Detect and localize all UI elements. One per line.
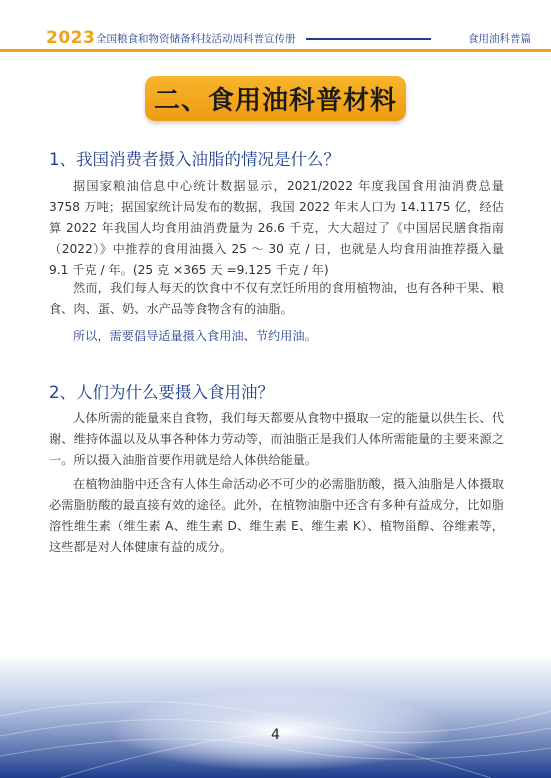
paragraph: 据国家粮油信息中心统计数据显示，2021/2022 年度我国食用油消费总量 3758 万吨；据国家统计局发布的数据，我国 2022 年末人口为 14.1175 亿，经估算 2022 年我国人均食用油消费量为 26.6 千克，大大超过了《中国居民膳食指南（2022）》中推荐的食用油摄入 25 ～ 30 克 / 日，也就是人均食用油推荐摄入量 9.1 千克 / 年。(25 克 ×365 天 =9.125 千克 / 年) bbox=[49, 179, 504, 277]
highlight-statement: 所以，需要倡导适量摄入食用油、节约用油。 bbox=[73, 329, 317, 343]
chapter-title: 二、食用油科普材料 bbox=[153, 86, 397, 116]
page-number: 4 bbox=[271, 727, 280, 743]
decorative-background-wave bbox=[0, 656, 551, 778]
header-divider bbox=[306, 38, 431, 40]
header-book-title: 全国粮食和物资储备科技活动周科普宣传册 bbox=[96, 33, 296, 45]
paragraph: 人体所需的能量来自食物，我们每天都要从食物中摄取一定的能量以供生长、代谢、维持体温以及从事各种体力劳动等，而油脂正是我们人体所需能量的主要来源之一。所以摄入油脂首要作用就是给人体供给能量。 bbox=[49, 411, 504, 467]
question-heading: 2、人们为什么要摄入食用油？ bbox=[49, 383, 274, 402]
paragraph: 然而，我们每人每天的饮食中不仅有烹饪所用的食用植物油，也有各种干果、粮食、肉、蛋、奶、水产品等食物含有的油脂。 bbox=[49, 281, 504, 316]
header-gold-rule bbox=[0, 49, 551, 52]
chapter-title-banner bbox=[145, 76, 406, 121]
paragraph: 在植物油脂中还含有人体生命活动必不可少的必需脂肪酸，摄入油脂是人体摄取必需脂肪酸的最直接有效的途径。此外，在植物油脂中还含有多种有益成分，比如脂溶性维生素（维生素 A、维生素 D、维生素 E、维生素 K）、植物甾醇、谷维素等，这些都是对人体健康有益的成分。 bbox=[49, 477, 504, 554]
page-header bbox=[0, 0, 551, 48]
header-year: 2023 bbox=[46, 28, 96, 48]
header-section-name: 食用油科普篇 bbox=[468, 33, 531, 45]
question-heading: 1、我国消费者摄入油脂的情况是什么？ bbox=[49, 150, 340, 169]
